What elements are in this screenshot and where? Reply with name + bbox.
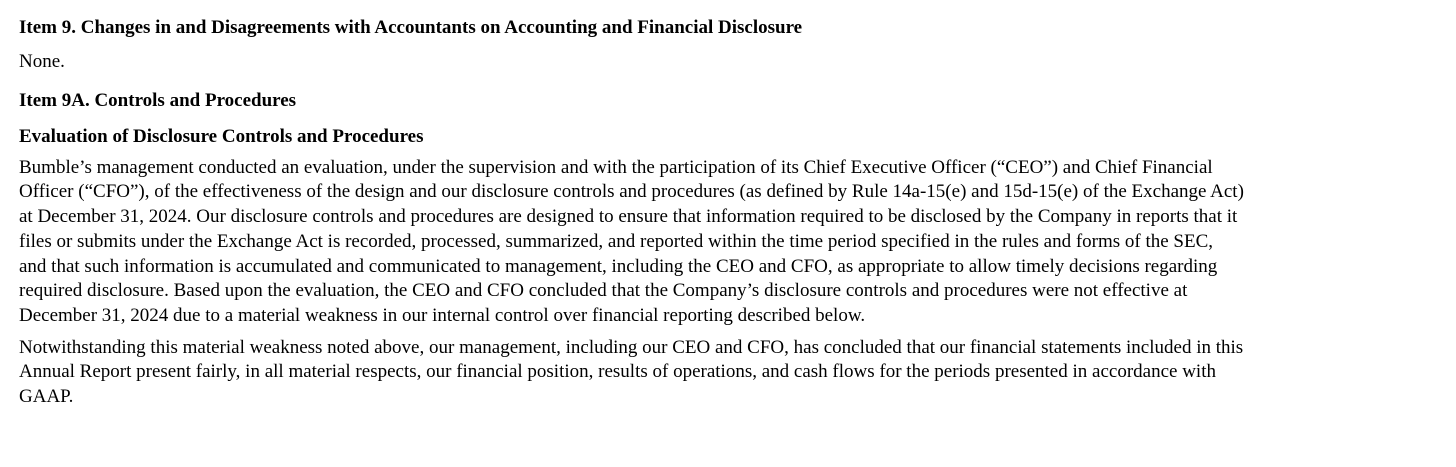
item-9-body: None. <box>19 51 65 72</box>
paragraph-line: December 31, 2024 due to a material weakness in our internal control over financial reporting described below. <box>19 304 866 326</box>
notwithstanding-paragraph <box>19 336 1438 410</box>
paragraph-line: and that such information is accumulated and communicated to management, including the CEO and CFO, as appropriate to allow timely decisions regarding <box>19 255 1218 277</box>
evaluation-paragraph <box>19 156 1438 329</box>
paragraph-line: at December 31, 2024. Our disclosure controls and procedures are designed to ensure that information required to be disclosed by the Company in reports that it <box>19 206 1238 228</box>
paragraph-line: required disclosure. Based upon the evaluation, the CEO and CFO concluded that the Company’s disclosure controls and procedures were not effective at <box>19 280 1188 302</box>
paragraph-line: Bumble’s management conducted an evaluation, under the supervision and with the participation of its Chief Executive Officer (“CEO”) and Chief Financial <box>19 156 1213 178</box>
paragraph-line: Officer (“CFO”), of the effectiveness of the design and our disclosure controls and procedures (as defined by Rule 14a-15(e) and 15d-15(e) of the Exchange Act) <box>19 181 1244 203</box>
item-9-heading: Item 9. Changes in and Disagreements with Accountants on Accounting and Financial Disclosure <box>19 17 803 38</box>
item-9a-heading: Item 9A. Controls and Procedures <box>19 89 297 111</box>
evaluation-subheading: Evaluation of Disclosure Controls and Procedures <box>19 125 424 147</box>
paragraph-line: GAAP. <box>19 386 74 408</box>
paragraph-line: Annual Report present fairly, in all material respects, our financial position, results of operations, and cash flows for the periods presented in accordance with <box>19 361 1216 383</box>
paragraph-line: files or submits under the Exchange Act is recorded, processed, summarized, and reported within the time period specified in the rules and forms of the SEC, <box>19 230 1214 252</box>
paragraph-line: Notwithstanding this material weakness noted above, our management, including our CEO and CFO, has concluded that our financial statements included in this <box>19 336 1244 358</box>
